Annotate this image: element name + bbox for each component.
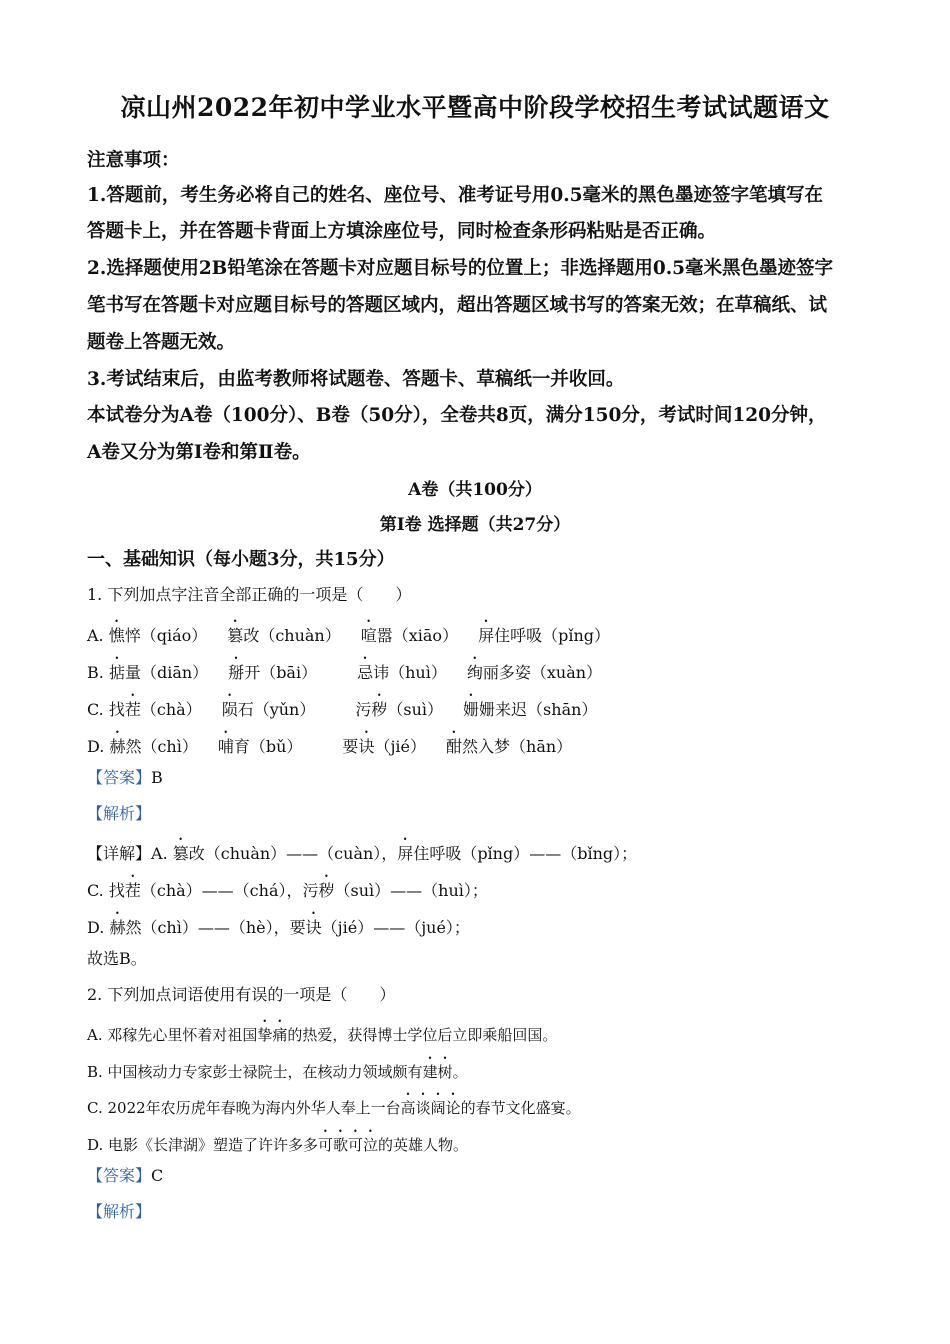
answer-value: C — [151, 1166, 164, 1185]
question-1-stem: 1. 下列加点字注音全部正确的一项是（ ） — [87, 585, 412, 604]
detail-tag: 【详解】 — [87, 844, 152, 863]
question-1-analysis-tag: 【解析】 — [87, 804, 152, 823]
part-one-heading: 第Ⅰ卷 选择题（共27分） — [379, 515, 571, 535]
answer-tag: 【答案】 — [87, 1166, 152, 1185]
notice-item-1-line-2: 答题卡上，并在答题卡背面上方填涂座位号，同时检查条形码粘贴是否正确。 — [87, 221, 717, 242]
question-2-option-b: B. 中国核动力专家彭士禄院士，在核动力领域颇有建树。 — [87, 1063, 468, 1081]
question-2-option-c: C. 2022年农历虎年春晚为海内外华人奉上一台高谈阔论的春节文化盛宴。 — [87, 1099, 581, 1117]
question-1-conclusion: 故选B。 — [87, 949, 147, 968]
notice-item-3: 3.考试结束后，由监考教师将试题卷、答题卡、草稿纸一并收回。 — [87, 369, 625, 390]
question-1-detail-line-1: 【详解】A. 篡改（chuàn）——（cuàn），屏住呼吸（pǐng）——（bǐng）； — [87, 844, 638, 863]
notice-heading: 注意事项： — [87, 150, 180, 171]
answer-value: B — [151, 768, 163, 787]
exam-info-line-2: A卷又分为第Ⅰ卷和第Ⅱ卷。 — [87, 442, 311, 463]
answer-tag: 【答案】 — [87, 768, 152, 787]
question-1-option-d: D. 赫然（chì） 哺育（bǔ） 要诀（jié） 酣然入梦（hān） — [87, 737, 573, 756]
exam-info-line-1: 本试卷分为A卷（100分）、B卷（50分），全卷共8页，满分150分，考试时间120分钟， — [87, 405, 827, 426]
question-1-option-a: A. 憔悴（qiáo） 篡改（chuàn） 喧嚣（xiāo） 屏住呼吸（pǐng） — [87, 626, 611, 645]
question-1-option-b: B. 掂量（diān） 掰开（bāi） 忌讳（huì） 绚丽多姿（xuàn） — [87, 663, 603, 682]
section-one-heading: 一、基础知识（每小题3分，共15分） — [87, 549, 395, 570]
question-1-option-c: C. 找茬（chà） 陨石（yǔn） 污秽（suì） 姗姗来迟（shān） — [87, 700, 598, 719]
notice-item-2-line-2: 笔书写在答题卡对应题目标号的答题区域内，超出答题区域书写的答案无效；在草稿纸、试 — [87, 295, 828, 316]
notice-item-1-line-1: 1.答题前，考生务必将自己的姓名、座位号、准考证号用0.5毫米的黑色墨迹签字笔填写在 — [87, 185, 824, 206]
question-2-answer — [87, 1163, 163, 1186]
notice-item-2-line-3: 题卷上答题无效。 — [87, 332, 236, 353]
question-2-stem: 2. 下列加点词语使用有误的一项是（ ） — [87, 985, 396, 1004]
page-title: 凉山州2022年初中学业水平暨高中阶段学校招生考试试题语文 — [120, 93, 830, 122]
question-2-analysis-tag: 【解析】 — [87, 1202, 152, 1221]
question-1-detail-line-3: D. 赫然（chì）——（hè），要诀（jié）——（jué）； — [87, 918, 470, 937]
section-a-heading: A卷（共100分） — [408, 480, 542, 500]
question-1-answer — [87, 765, 163, 788]
notice-item-2-line-1: 2.选择题使用2B铅笔涂在答题卡对应题目标号的位置上；非选择题用0.5毫米黑色墨迹签字 — [87, 258, 834, 279]
question-1-detail-line-2: C. 找茬（chà）——（chá），污秽（suì）——（huì）； — [87, 881, 488, 900]
question-2-option-d: D. 电影《长津湖》塑造了许许多多可歌可泣的英雄人物。 — [87, 1136, 469, 1154]
question-2-option-a: A. 邓稼先心里怀着对祖国挚痛的热爱，获得博士学位后立即乘船回国。 — [87, 1026, 558, 1044]
